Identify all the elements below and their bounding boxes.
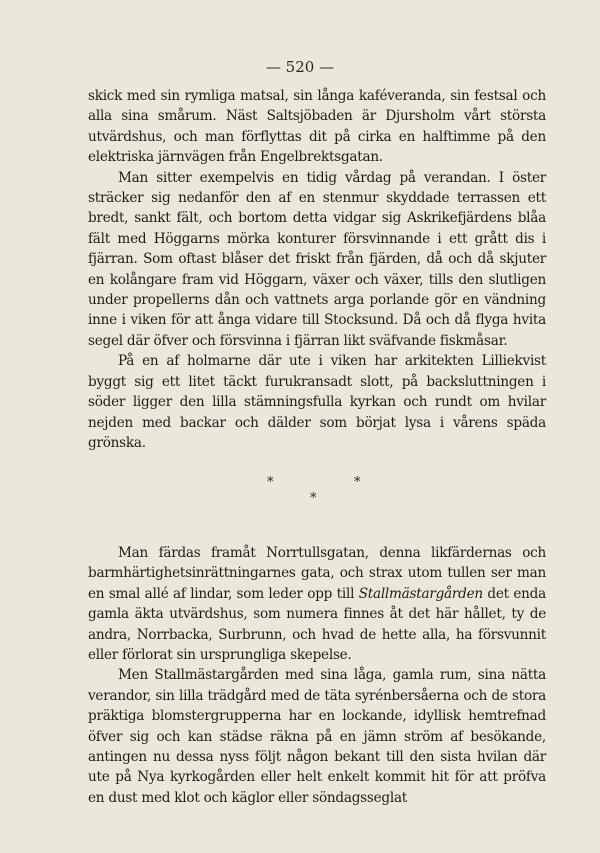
paragraph: Man sitter exempelvis en tidig vårdag på verandan. I öster sträcker sig nedanför den af en stenmur skyddade terrassen ett bredt, sankt fält, och bortom detta vidgar sig Askrikefjärdens blåa fält med Höggarns mörka konturer försvinnande i ett grått dis i fjärran. Som oftast blåser det friskt från fjärden, då och då skjuter en kolångare fram vid Höggarn, växer och växer, tills den slutligen under propellerns dån och vattnets arga porlande gör en vändning inne i viken för att ånga vidare till Stocksund. Då och då flyga hvita segel där öfver och försvinna i fjärran likt sväfvande fiskmåsar. [88, 169, 546, 349]
paragraph: Men Stallmästargården med sina låga, gamla rum, sina nätta verandor, sin lilla trädgård med de täta syrénbersåerna och de stora präktiga blomstergrupperna har en lockande, idyllisk hemtrefnad öfver sig och kan städse räkna på en jämn ström af besökande, antingen nu dessa nyss följt någon bekant till den sista hvilan där ute på Nya kyrkogården eller helt enkelt kommit hit för att pröfva en dust med klot och käglor eller söndagsseglat [88, 667, 546, 806]
text-run: Man färdas framåt Norrtullsgatan, denna likfärdernas och barmhärtighetsinrättningarnes gata, och strax utom tullen ser man en smal allé af lindar, som leder opp till [88, 545, 546, 602]
asterisk: * [354, 475, 361, 490]
place-name-italic: Stallmästargården [358, 585, 483, 602]
asterisk: * [267, 475, 274, 490]
text-section-1 [88, 86, 546, 453]
text-run: det enda gamla äkta utvärdshus, som numera finnes åt det här hållet, ty de andra, Norrbacka, Surbrunn, och hvad de hette alla, ha försvunnit eller förlorat sin ursprungliga skepelse. [88, 585, 546, 664]
paragraph [88, 543, 546, 665]
paragraph: På en af holmarne där ute i viken har arkitekten Lilliekvist byggt sig ett litet täckt furukransadt slott, på backsluttningen i söder ligger den lilla stämningsfulla kyrkan och rundt om hvilar nejden med backar och dälder som börjat lysa i vårens späda grönska. [88, 353, 546, 451]
text-section-2 [88, 543, 546, 808]
asterisk: * [310, 491, 317, 506]
page-number: — 520 — [265, 58, 335, 76]
paragraph: skick med sin rymliga matsal, sin långa kaféveranda, sin festsal och alla sina smårum. Näst Saltsjöbaden är Djursholm vårt största utvärdshus, och man förflyttas dit på cirka en halftimme på den elektriska järnvägen från Engelbrektsgatan. [88, 88, 546, 166]
